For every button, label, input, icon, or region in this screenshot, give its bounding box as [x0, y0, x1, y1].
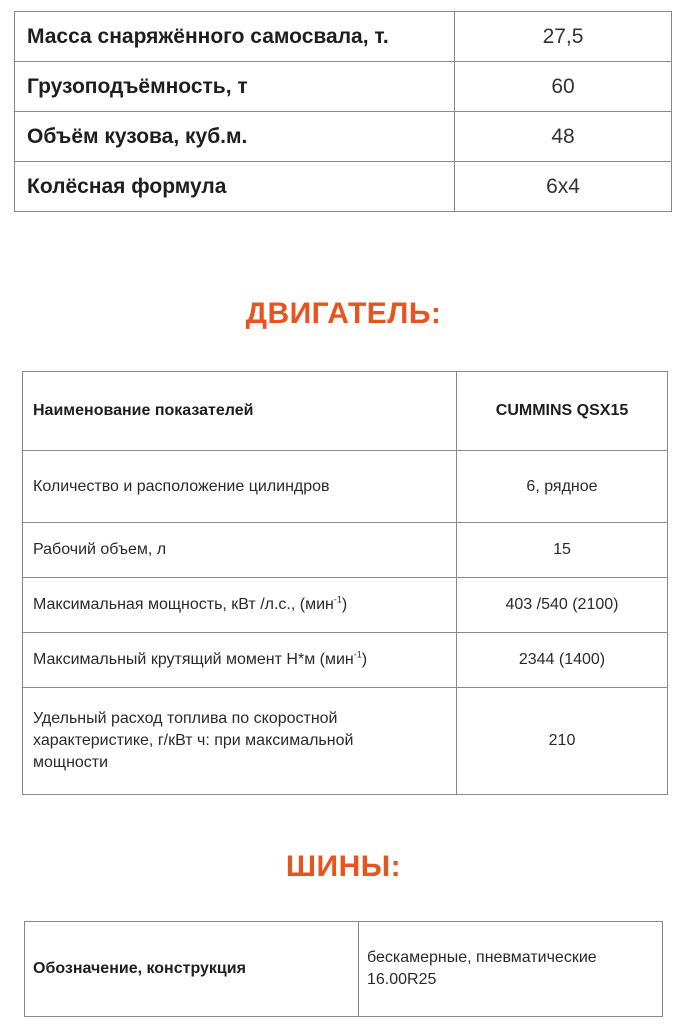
spec-value: 48 [455, 112, 672, 162]
engine-specs-table [22, 371, 668, 795]
engine-section-title: ДВИГАТЕЛЬ: [245, 297, 442, 330]
tires-section-title: ШИНЫ: [285, 850, 402, 883]
tire-param-value [359, 922, 663, 1017]
table-row [23, 688, 668, 795]
table-row [23, 578, 668, 633]
label-line: мощности [33, 754, 109, 771]
exponent: -1 [353, 649, 362, 660]
label-line: Удельный расход топлива по скоростной [33, 710, 338, 727]
engine-param-value: 403 /540 (2100) [457, 578, 668, 633]
engine-param-label [23, 633, 457, 688]
column-header-engine-model: CUMMINS QSX15 [457, 372, 668, 451]
engine-param-label: Рабочий объем, л [23, 523, 457, 578]
table-row [15, 62, 672, 112]
engine-param-label-text: Максимальный крутящий момент Н*м (мин [33, 651, 354, 668]
engine-param-label-close: ) [361, 651, 368, 668]
engine-param-label-close: ) [341, 596, 348, 613]
exponent: -1 [333, 594, 342, 605]
label-line: характеристике, г/кВт ч: при максимальной [33, 732, 354, 749]
engine-param-label [23, 688, 457, 795]
spec-value: 60 [455, 62, 672, 112]
engine-param-label-text: Максимальная мощность, кВт /л.с., (мин [33, 596, 334, 613]
engine-param-value: 2344 (1400) [457, 633, 668, 688]
value-line: бескамерные, пневматические [367, 949, 597, 966]
spec-label: Масса снаряжённого самосвала, т. [15, 12, 455, 62]
value-line: 16.00R25 [367, 971, 437, 988]
spec-value: 27,5 [455, 12, 672, 62]
table-row [15, 12, 672, 62]
table-header-row [23, 372, 668, 451]
engine-param-value: 15 [457, 523, 668, 578]
spec-label: Колёсная формула [15, 162, 455, 212]
tires-table [24, 921, 663, 1017]
spec-label: Грузоподъёмность, т [15, 62, 455, 112]
engine-param-label [23, 578, 457, 633]
table-row [23, 451, 668, 523]
engine-param-label: Количество и расположение цилиндров [23, 451, 457, 523]
engine-param-value: 6, рядное [457, 451, 668, 523]
table-row [15, 112, 672, 162]
table-row [25, 922, 663, 1017]
spec-label: Объём кузова, куб.м. [15, 112, 455, 162]
table-row [23, 633, 668, 688]
tire-param-label: Обозначение, конструкция [25, 922, 359, 1017]
engine-param-value: 210 [457, 688, 668, 795]
spec-value: 6x4 [455, 162, 672, 212]
table-row [15, 162, 672, 212]
column-header-parameter: Наименование показателей [23, 372, 457, 451]
table-row [23, 523, 668, 578]
main-specs-table [14, 11, 672, 212]
